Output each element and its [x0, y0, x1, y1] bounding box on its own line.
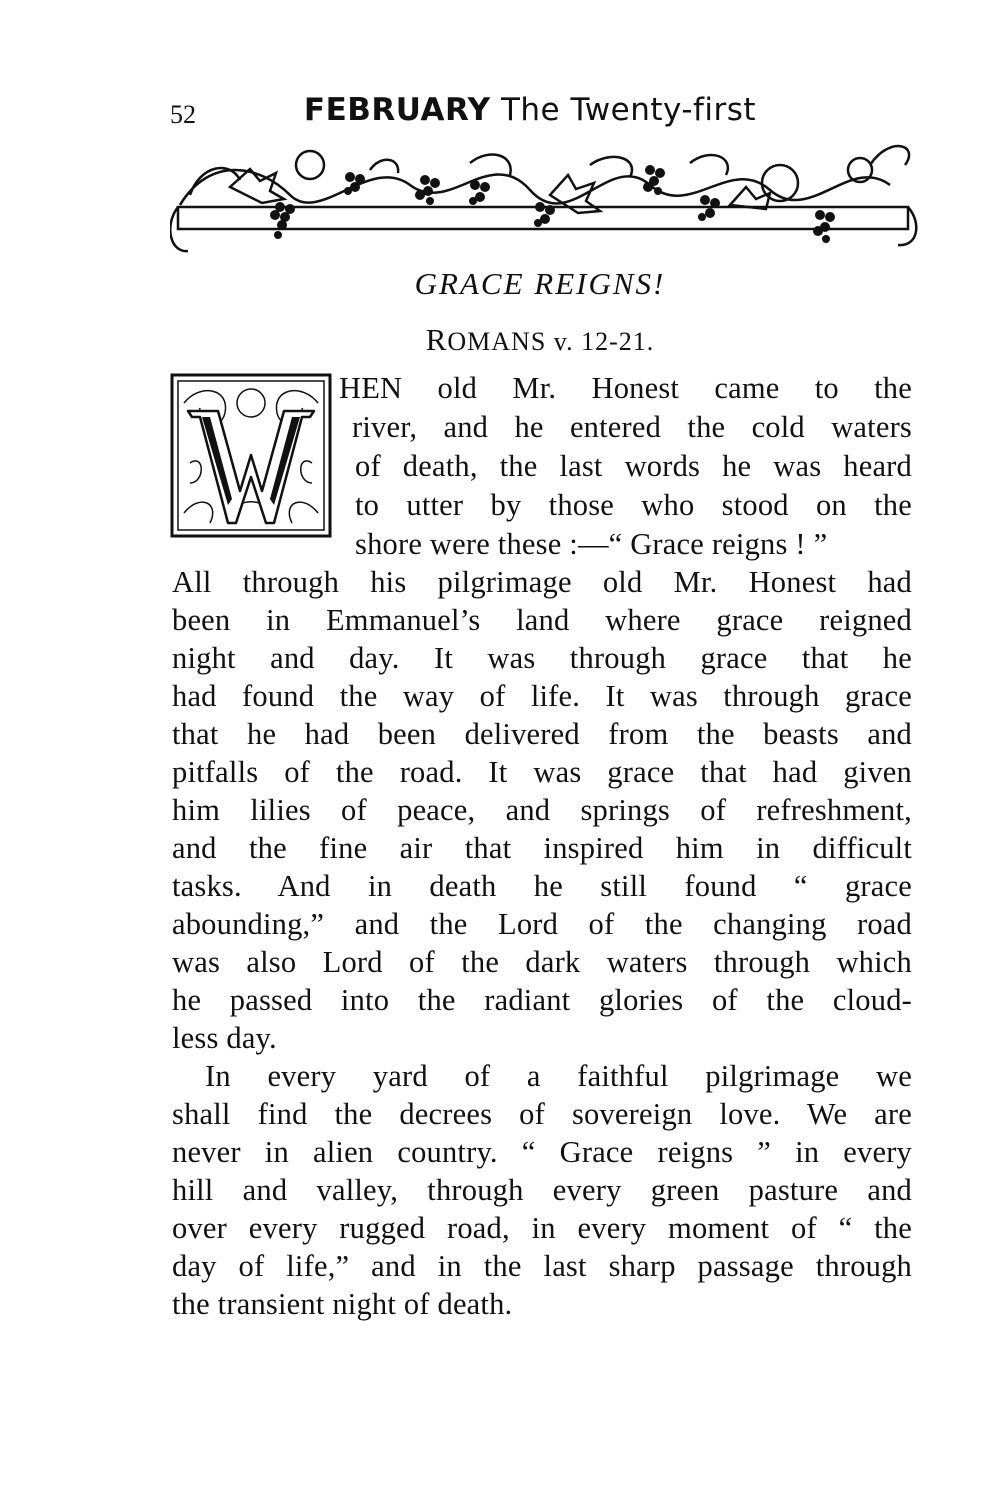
text-line: and the fine air that inspired him in difficult [172, 831, 912, 865]
text-line: abounding,” and the Lord of the changing road [172, 907, 912, 941]
text-line: hill and valley, through every green pasture and [172, 1173, 912, 1207]
running-title [170, 92, 890, 128]
text-line: was also Lord of the dark waters through which [172, 945, 912, 979]
text-line: pitfalls of the road. It was grace that had given [172, 755, 912, 789]
text-line: the transient night of death. [172, 1287, 513, 1321]
text-line: over every rugged road, in every moment of “ the [172, 1211, 912, 1245]
text-line: day of life,” and in the last sharp passage through [172, 1249, 912, 1283]
running-head [170, 92, 890, 132]
text-line: tasks. And in death he still found “ grace [172, 869, 912, 903]
day-label: The Twenty-first [500, 92, 757, 128]
page-number: 52 [170, 100, 196, 129]
month-label: FEBRUARY [303, 92, 491, 128]
text-line: of death, the last words he was heard [355, 449, 912, 483]
text-line: shore were these :—“ Grace reigns ! ” [355, 527, 828, 561]
text-line: In every yard of a faithful pilgrimage we [205, 1059, 912, 1093]
reference-rest: OMANS v. 12-21. [447, 327, 655, 356]
reference-initial: R [425, 322, 448, 357]
text-line: been in Emmanuel’s land where grace reigned [172, 603, 912, 637]
text-line: never in alien country. “ Grace reigns ” in every [172, 1135, 912, 1169]
scripture-reference [170, 322, 910, 358]
text-line: that he had been delivered from the beasts and [172, 717, 912, 751]
text-line: night and day. It was through grace that he [172, 641, 912, 675]
text-line: HEN old Mr. Honest came to the [339, 371, 912, 405]
reading-title: GRACE REIGNS! [414, 266, 666, 301]
text-line: had found the way of life. It was through grace [172, 679, 912, 713]
text-line: river, and he entered the cold waters [352, 410, 912, 444]
text-line: All through his pilgrimage old Mr. Honest had [172, 565, 912, 599]
text-line: he passed into the radiant glories of the cloud- [172, 983, 912, 1017]
text-line: to utter by those who stood on the [355, 488, 912, 522]
decorated-initial-w-icon [170, 373, 332, 538]
grapevine-border-icon [170, 135, 920, 260]
text-line: shall find the decrees of sovereign love. We are [172, 1097, 912, 1131]
text-line: him lilies of peace, and springs of refreshment, [172, 793, 912, 827]
text-line: less day. [172, 1021, 277, 1055]
